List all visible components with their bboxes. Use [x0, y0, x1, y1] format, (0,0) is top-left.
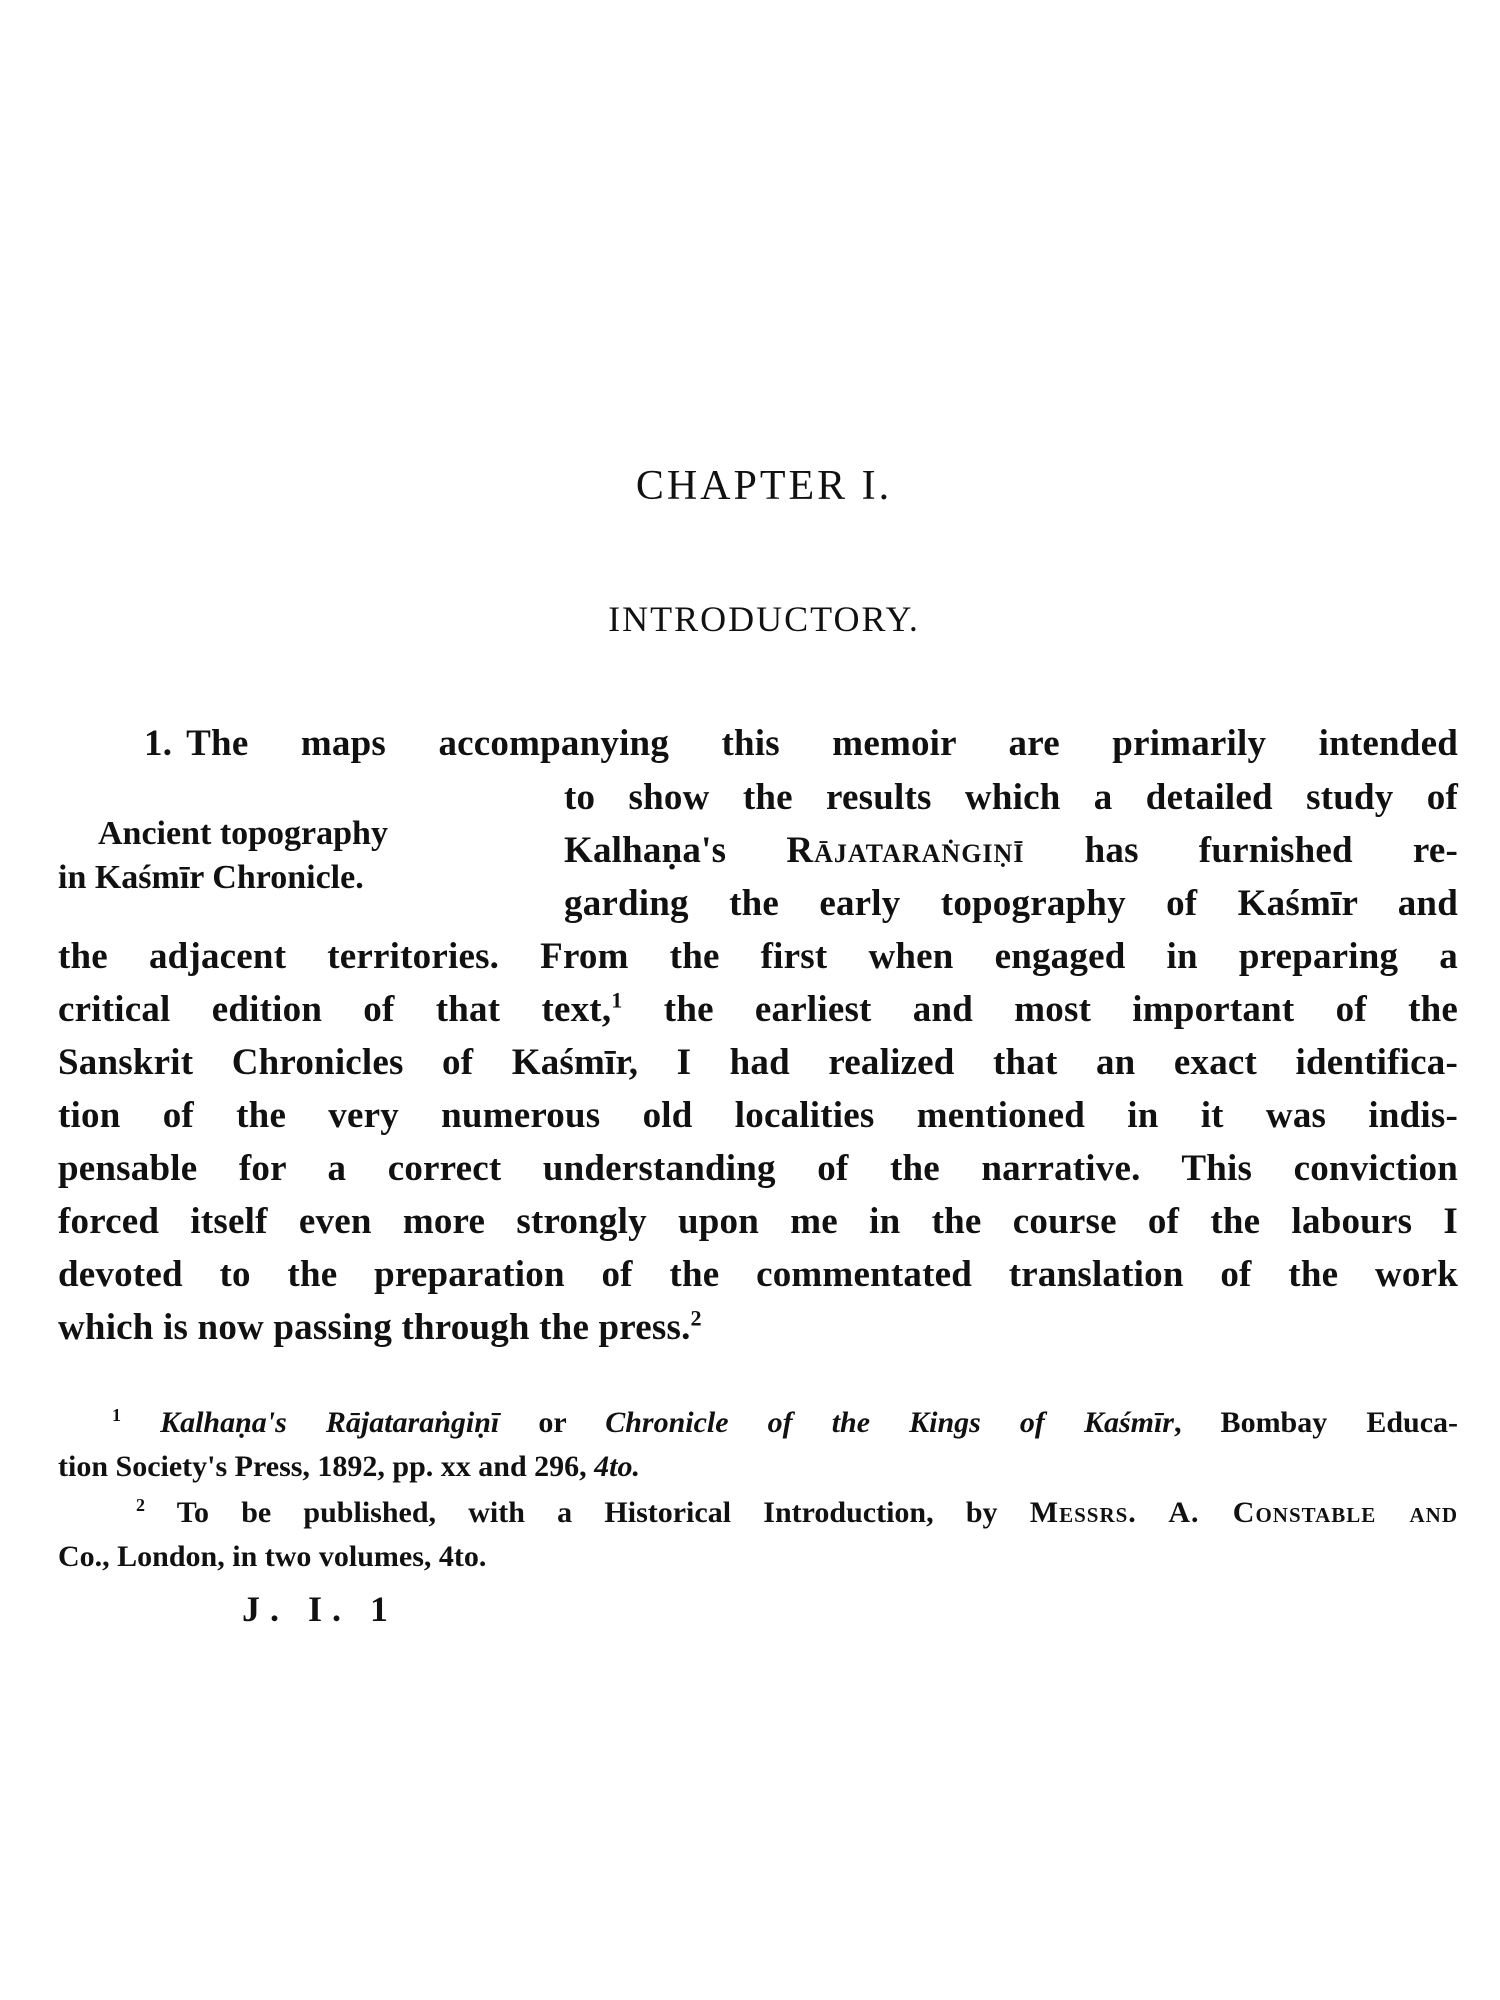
footnote-marker-1: 1	[112, 1405, 121, 1425]
paragraph-line-1	[58, 722, 1458, 765]
sidenote-line-2: in Kaśmīr Chronicle.	[58, 859, 364, 897]
footnote-ref-1: 1	[611, 987, 623, 1013]
paragraph-line-6	[58, 988, 1458, 1031]
footnote-text: or	[499, 1406, 606, 1439]
footnote-title: Chronicle of the Kings of Kaśmīr	[605, 1406, 1174, 1439]
paragraph-line-8: tion of the very numerous old localities mentioned in it was indis-	[58, 1095, 1458, 1136]
paragraph-line-10: forced itself even more strongly upon me in the course of the labours I	[58, 1201, 1458, 1242]
paragraph-line-4: garding the early topography of Kaśmīr and	[564, 883, 1458, 924]
footnote-1-line-2	[58, 1450, 1458, 1484]
footnote-text: , Bombay Educa-	[1173, 1406, 1459, 1439]
paragraph-text: has furnished re-	[1024, 830, 1458, 871]
footnote-text: To be published, with a Historical Introduction, by	[145, 1496, 1030, 1529]
paragraph-number: 1.	[144, 723, 173, 764]
sidenote-line-1: Ancient topography	[98, 815, 388, 852]
work-title: Rājataraṅgiṇī	[786, 830, 1025, 871]
footnote-1-line-1	[58, 1406, 1458, 1440]
footnote-2-line-2: Co., London, in two volumes, 4to.	[58, 1540, 487, 1573]
footnote-ref-2: 2	[690, 1305, 702, 1331]
footnote-text: tion Society's Press, 1892, pp. xx and 296,	[58, 1450, 595, 1483]
paragraph-line-2: to show the results which a detailed study of	[564, 777, 1458, 818]
paragraph-line-11: devoted to the preparation of the commentated translation of the work	[58, 1254, 1458, 1295]
footnote-title: Kalhaṇa's Rājataraṅgiṇī	[160, 1406, 500, 1439]
marginal-sidenote	[58, 812, 388, 900]
paragraph-line-5: the adjacent territories. From the first when engaged in preparing a	[58, 936, 1458, 977]
chapter-heading: CHAPTER I.	[635, 463, 893, 509]
chapter-subtitle: INTRODUCTORY.	[608, 599, 920, 639]
paragraph-text: Kalhaṇa's	[564, 830, 787, 871]
footnote-text: 4to.	[594, 1450, 641, 1483]
paragraph-text: the earliest and most important of the	[622, 989, 1458, 1030]
paragraph-line-12	[58, 1306, 1458, 1349]
paragraph-line-3	[564, 829, 1458, 872]
printer-signature: J. I. 1	[242, 1589, 399, 1629]
footnote-2-line-1	[58, 1496, 1458, 1530]
paragraph-line-9: pensable for a correct understanding of the narrative. This conviction	[58, 1148, 1458, 1189]
paragraph-text: The maps accompanying this memoir are primarily intended	[186, 723, 1458, 764]
footnote-marker-2: 2	[136, 1495, 145, 1515]
paragraph-text: which is now passing through the press.	[58, 1307, 691, 1348]
publisher-name: Messrs. A. Constable and	[1029, 1496, 1458, 1529]
paragraph-text: critical edition of that text,	[58, 989, 612, 1030]
paragraph-line-7: Sanskrit Chronicles of Kaśmīr, I had realized that an exact identifica-	[58, 1042, 1458, 1083]
